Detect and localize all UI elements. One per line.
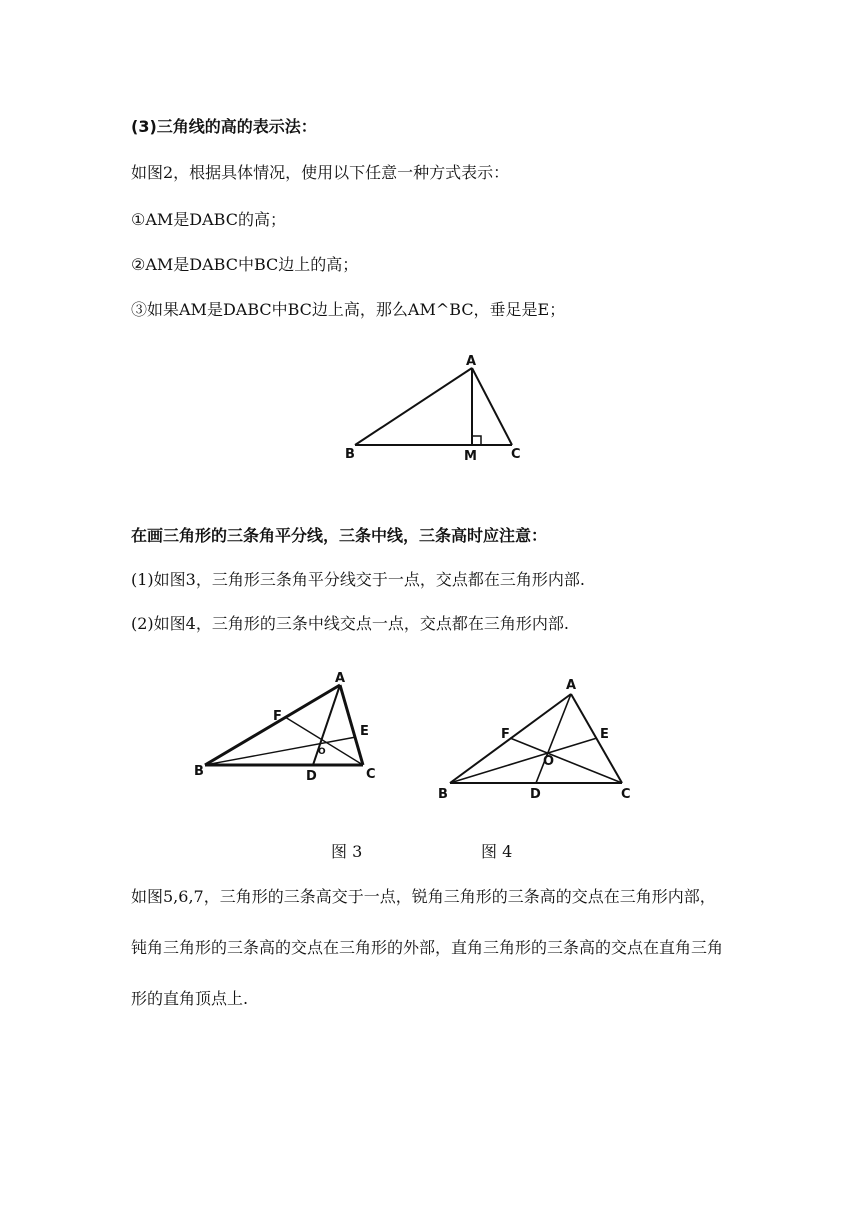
note-item: (1)如图3，三角形三条角平分线交于一点，交点都在三角形内部. — [131, 570, 585, 589]
list-item: ③如果AM是DABC中BC边上高，那么AM^BC，垂足是E； — [131, 300, 566, 319]
label-a: A — [335, 671, 346, 686]
label-f: F — [501, 727, 510, 742]
figure-2-altitude — [340, 350, 530, 470]
section-title: (3)三角线的高的表示法： — [131, 117, 317, 136]
list-item: ①AM是DABC的高； — [131, 210, 286, 229]
label-c: C — [621, 787, 631, 802]
note-heading: 在画三角形的三条角平分线，三条中线，三条高时应注意： — [131, 526, 548, 545]
label-b: B — [194, 764, 204, 779]
label-d: D — [530, 787, 541, 802]
label-a: A — [566, 678, 577, 693]
label-c: C — [511, 447, 521, 462]
label-o: O — [543, 754, 555, 769]
right-angle-mark — [472, 436, 481, 445]
label-c: C — [366, 767, 376, 782]
list-item: ②AM是DABC中BC边上的高； — [131, 255, 359, 274]
side-ac — [472, 368, 512, 445]
figure-3-angle-bisectors — [190, 665, 395, 790]
label-o: O — [318, 747, 326, 757]
label-f: F — [273, 709, 282, 724]
figure-4-medians — [430, 668, 640, 802]
intro-text: 如图2，根据具体情况，使用以下任意一种方式表示： — [131, 163, 510, 182]
label-e: E — [600, 727, 609, 742]
label-b: B — [345, 447, 355, 462]
caption-fig4: 图 4 — [481, 842, 513, 861]
label-e: E — [360, 724, 369, 739]
label-m: M — [464, 449, 477, 464]
label-a: A — [466, 354, 477, 369]
median-be — [450, 738, 597, 783]
closing-paragraph: 如图5,6,7，三角形的三条高交于一点，锐角三角形的三条高的交点在三角形内部，钝角三角形的三条高的交点在三角形的外部，直角三角形的三条高的交点在直角三角形的直角顶点上. — [131, 887, 724, 1008]
caption-fig3: 图 3 — [331, 842, 363, 861]
note-item: (2)如图4，三角形的三条中线交点一点，交点都在三角形内部. — [131, 614, 569, 633]
side-ab — [355, 368, 472, 445]
label-b: B — [438, 787, 448, 802]
label-d: D — [306, 769, 317, 784]
median-cf — [510, 738, 622, 783]
